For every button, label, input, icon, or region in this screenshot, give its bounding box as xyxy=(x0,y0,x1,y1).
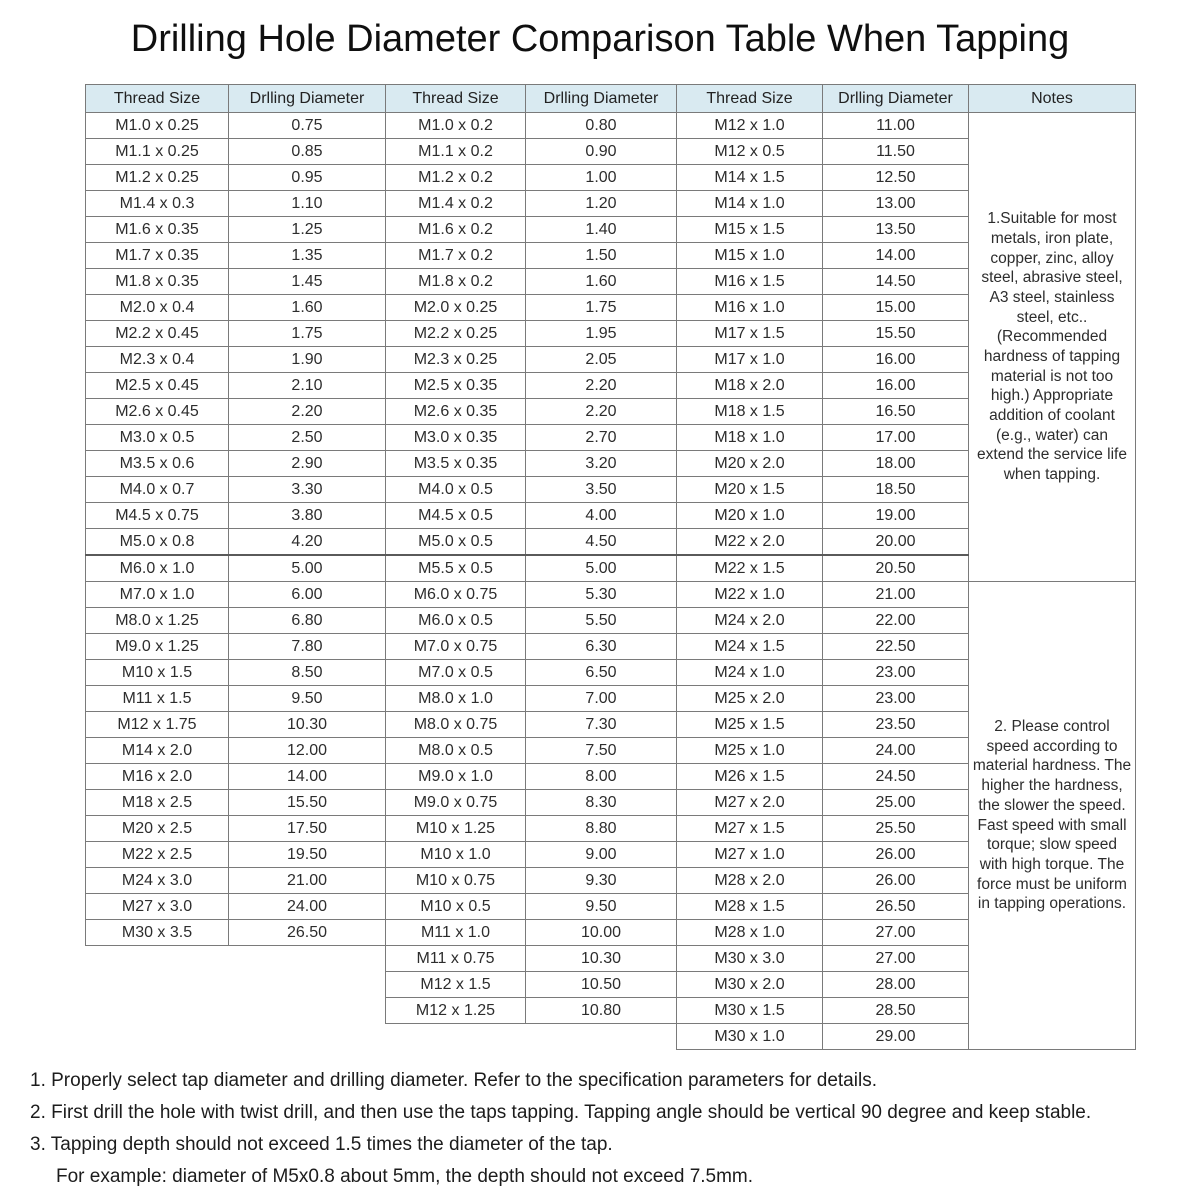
thread-size-cell: M28 x 2.0 xyxy=(677,868,823,894)
thread-size-cell: M27 x 1.5 xyxy=(677,816,823,842)
drill-diameter-cell: 14.50 xyxy=(823,269,969,295)
thread-size-cell: M5.0 x 0.5 xyxy=(386,529,526,556)
notes-block-1: 1.Suitable for most metals, iron plate, copper, zinc, alloy steel, abrasive steel, A3 steel, stainless steel, etc..(Recommended hardness of tapping material is not too high.) Appropriate addition of coolant (e.g., water) can extend the service life when tapping. xyxy=(969,113,1136,582)
thread-size-cell: M15 x 1.0 xyxy=(677,243,823,269)
drill-diameter-cell: 12.00 xyxy=(229,738,386,764)
drill-diameter-cell: 18.00 xyxy=(823,451,969,477)
blank-cell xyxy=(86,1024,229,1050)
thread-size-cell: M2.0 x 0.25 xyxy=(386,295,526,321)
header-drill-diameter-3: Drlling Diameter xyxy=(823,85,969,113)
drill-diameter-cell: 22.00 xyxy=(823,608,969,634)
drill-diameter-cell: 26.50 xyxy=(823,894,969,920)
thread-size-cell: M1.0 x 0.2 xyxy=(386,113,526,139)
blank-cell xyxy=(86,946,229,972)
drill-diameter-cell: 16.00 xyxy=(823,347,969,373)
thread-size-cell: M27 x 2.0 xyxy=(677,790,823,816)
thread-size-cell: M1.2 x 0.2 xyxy=(386,165,526,191)
thread-size-cell: M4.0 x 0.5 xyxy=(386,477,526,503)
thread-size-cell: M20 x 1.0 xyxy=(677,503,823,529)
thread-size-cell: M10 x 1.5 xyxy=(86,660,229,686)
drill-diameter-cell: 7.50 xyxy=(526,738,677,764)
drill-diameter-cell: 1.60 xyxy=(229,295,386,321)
drill-diameter-cell: 15.00 xyxy=(823,295,969,321)
header-drill-diameter-2: Drlling Diameter xyxy=(526,85,677,113)
header-thread-size-1: Thread Size xyxy=(86,85,229,113)
thread-size-cell: M30 x 1.0 xyxy=(677,1024,823,1050)
header-row xyxy=(86,85,1136,113)
drill-diameter-cell: 18.50 xyxy=(823,477,969,503)
thread-size-cell: M24 x 1.5 xyxy=(677,634,823,660)
thread-size-cell: M2.6 x 0.35 xyxy=(386,399,526,425)
drill-diameter-cell: 7.80 xyxy=(229,634,386,660)
drill-diameter-cell: 17.00 xyxy=(823,425,969,451)
drill-diameter-cell: 1.95 xyxy=(526,321,677,347)
thread-size-cell: M6.0 x 0.75 xyxy=(386,582,526,608)
drill-diameter-cell: 28.50 xyxy=(823,998,969,1024)
header-thread-size-2: Thread Size xyxy=(386,85,526,113)
notes-block-2: 2. Please control speed according to material hardness. The higher the hardness, the slower the speed. Fast speed with small torque; slow speed with high torque. The force must be uniform in tapping operations. xyxy=(969,582,1136,1050)
drill-diameter-cell: 15.50 xyxy=(229,790,386,816)
drill-diameter-cell: 2.70 xyxy=(526,425,677,451)
drill-diameter-cell: 1.75 xyxy=(229,321,386,347)
drill-diameter-cell: 23.00 xyxy=(823,686,969,712)
blank-cell xyxy=(229,946,386,972)
drill-diameter-cell: 0.90 xyxy=(526,139,677,165)
drill-diameter-cell: 4.00 xyxy=(526,503,677,529)
thread-size-cell: M28 x 1.0 xyxy=(677,920,823,946)
drill-diameter-cell: 1.50 xyxy=(526,243,677,269)
drill-diameter-cell: 6.50 xyxy=(526,660,677,686)
thread-size-cell: M7.0 x 0.5 xyxy=(386,660,526,686)
drill-diameter-cell: 19.00 xyxy=(823,503,969,529)
thread-size-cell: M1.8 x 0.35 xyxy=(86,269,229,295)
thread-size-cell: M22 x 2.5 xyxy=(86,842,229,868)
thread-size-cell: M16 x 1.5 xyxy=(677,269,823,295)
drill-diameter-cell: 16.00 xyxy=(823,373,969,399)
thread-size-cell: M30 x 1.5 xyxy=(677,998,823,1024)
thread-size-cell: M1.0 x 0.25 xyxy=(86,113,229,139)
thread-size-cell: M16 x 2.0 xyxy=(86,764,229,790)
thread-size-cell: M8.0 x 0.75 xyxy=(386,712,526,738)
drill-diameter-cell: 2.20 xyxy=(229,399,386,425)
thread-size-cell: M4.0 x 0.7 xyxy=(86,477,229,503)
drill-diameter-cell: 1.35 xyxy=(229,243,386,269)
thread-size-cell: M18 x 1.5 xyxy=(677,399,823,425)
drill-diameter-cell: 23.50 xyxy=(823,712,969,738)
thread-size-cell: M14 x 1.5 xyxy=(677,165,823,191)
thread-size-cell: M11 x 0.75 xyxy=(386,946,526,972)
drill-diameter-cell: 8.00 xyxy=(526,764,677,790)
drill-diameter-cell: 24.00 xyxy=(823,738,969,764)
thread-size-cell: M30 x 3.0 xyxy=(677,946,823,972)
drill-diameter-cell: 5.00 xyxy=(229,555,386,582)
thread-size-cell: M4.5 x 0.75 xyxy=(86,503,229,529)
drill-diameter-cell: 1.40 xyxy=(526,217,677,243)
drill-diameter-cell: 14.00 xyxy=(229,764,386,790)
drill-diameter-cell: 1.10 xyxy=(229,191,386,217)
thread-size-cell: M3.0 x 0.35 xyxy=(386,425,526,451)
thread-size-cell: M3.5 x 0.35 xyxy=(386,451,526,477)
table-row xyxy=(86,113,1136,139)
drill-diameter-cell: 28.00 xyxy=(823,972,969,998)
thread-size-cell: M28 x 1.5 xyxy=(677,894,823,920)
drill-diameter-cell: 20.00 xyxy=(823,529,969,556)
drill-diameter-cell: 0.85 xyxy=(229,139,386,165)
footnote-2: 2. First drill the hole with twist drill, and then use the taps tapping. Tapping angle should be vertical 90 degree and keep stable. xyxy=(30,1102,1092,1123)
thread-size-cell: M1.4 x 0.2 xyxy=(386,191,526,217)
drill-diameter-cell: 23.00 xyxy=(823,660,969,686)
drill-diameter-cell: 3.50 xyxy=(526,477,677,503)
drill-diameter-cell: 5.50 xyxy=(526,608,677,634)
drill-diameter-cell: 4.20 xyxy=(229,529,386,556)
drill-diameter-cell: 8.50 xyxy=(229,660,386,686)
drill-diameter-cell: 9.50 xyxy=(229,686,386,712)
drill-diameter-cell: 26.50 xyxy=(229,920,386,946)
thread-size-cell: M1.8 x 0.2 xyxy=(386,269,526,295)
drill-diameter-cell: 8.80 xyxy=(526,816,677,842)
thread-size-cell: M22 x 1.0 xyxy=(677,582,823,608)
drill-diameter-cell: 7.30 xyxy=(526,712,677,738)
drill-diameter-cell: 3.80 xyxy=(229,503,386,529)
drill-diameter-cell: 9.50 xyxy=(526,894,677,920)
drill-diameter-cell: 6.30 xyxy=(526,634,677,660)
thread-size-cell: M5.5 x 0.5 xyxy=(386,555,526,582)
blank-cell xyxy=(386,1024,526,1050)
thread-size-cell: M18 x 2.5 xyxy=(86,790,229,816)
drill-diameter-cell: 2.90 xyxy=(229,451,386,477)
drill-diameter-cell: 2.05 xyxy=(526,347,677,373)
drill-diameter-cell: 22.50 xyxy=(823,634,969,660)
drill-diameter-cell: 24.00 xyxy=(229,894,386,920)
drill-diameter-cell: 25.50 xyxy=(823,816,969,842)
drill-diameter-cell: 1.25 xyxy=(229,217,386,243)
thread-size-cell: M1.6 x 0.2 xyxy=(386,217,526,243)
thread-size-cell: M5.0 x 0.8 xyxy=(86,529,229,556)
thread-size-cell: M30 x 2.0 xyxy=(677,972,823,998)
drill-diameter-cell: 6.00 xyxy=(229,582,386,608)
thread-size-cell: M2.2 x 0.25 xyxy=(386,321,526,347)
thread-size-cell: M11 x 1.0 xyxy=(386,920,526,946)
drill-diameter-cell: 29.00 xyxy=(823,1024,969,1050)
thread-size-cell: M15 x 1.5 xyxy=(677,217,823,243)
thread-size-cell: M2.3 x 0.25 xyxy=(386,347,526,373)
thread-size-cell: M2.2 x 0.45 xyxy=(86,321,229,347)
thread-size-cell: M2.0 x 0.4 xyxy=(86,295,229,321)
thread-size-cell: M18 x 2.0 xyxy=(677,373,823,399)
drill-diameter-cell: 20.50 xyxy=(823,555,969,582)
thread-size-cell: M25 x 1.5 xyxy=(677,712,823,738)
drill-diameter-cell: 0.95 xyxy=(229,165,386,191)
table-body xyxy=(86,113,1136,1050)
thread-size-cell: M3.0 x 0.5 xyxy=(86,425,229,451)
drill-diameter-cell: 16.50 xyxy=(823,399,969,425)
thread-size-cell: M17 x 1.5 xyxy=(677,321,823,347)
drill-diameter-cell: 10.80 xyxy=(526,998,677,1024)
thread-size-cell: M7.0 x 0.75 xyxy=(386,634,526,660)
drill-diameter-cell: 2.20 xyxy=(526,373,677,399)
drill-diameter-cell: 2.20 xyxy=(526,399,677,425)
thread-size-cell: M12 x 1.75 xyxy=(86,712,229,738)
footnote-example: For example: diameter of M5x0.8 about 5mm, the depth should not exceed 7.5mm. xyxy=(56,1166,754,1187)
header-notes: Notes xyxy=(969,85,1136,113)
blank-cell xyxy=(229,1024,386,1050)
drill-diameter-cell: 1.00 xyxy=(526,165,677,191)
thread-size-cell: M8.0 x 0.5 xyxy=(386,738,526,764)
thread-size-cell: M10 x 0.75 xyxy=(386,868,526,894)
thread-size-cell: M3.5 x 0.6 xyxy=(86,451,229,477)
drill-diameter-cell: 3.20 xyxy=(526,451,677,477)
drill-diameter-cell: 0.80 xyxy=(526,113,677,139)
drill-diameter-cell: 26.00 xyxy=(823,868,969,894)
footnotes xyxy=(30,1070,1180,1198)
blank-cell xyxy=(229,972,386,998)
drill-diameter-cell: 12.50 xyxy=(823,165,969,191)
thread-size-cell: M1.6 x 0.35 xyxy=(86,217,229,243)
drill-diameter-cell: 10.00 xyxy=(526,920,677,946)
thread-size-cell: M24 x 3.0 xyxy=(86,868,229,894)
thread-size-cell: M20 x 2.0 xyxy=(677,451,823,477)
thread-size-cell: M4.5 x 0.5 xyxy=(386,503,526,529)
thread-size-cell: M24 x 2.0 xyxy=(677,608,823,634)
drill-diameter-cell: 15.50 xyxy=(823,321,969,347)
thread-size-cell: M12 x 1.25 xyxy=(386,998,526,1024)
thread-size-cell: M2.5 x 0.45 xyxy=(86,373,229,399)
thread-size-cell: M8.0 x 1.0 xyxy=(386,686,526,712)
drill-diameter-cell: 13.50 xyxy=(823,217,969,243)
blank-cell xyxy=(229,998,386,1024)
drill-diameter-cell: 9.30 xyxy=(526,868,677,894)
drill-diameter-cell: 6.80 xyxy=(229,608,386,634)
thread-size-cell: M1.4 x 0.3 xyxy=(86,191,229,217)
thread-size-cell: M22 x 2.0 xyxy=(677,529,823,556)
thread-size-cell: M7.0 x 1.0 xyxy=(86,582,229,608)
blank-cell xyxy=(86,998,229,1024)
thread-size-cell: M12 x 1.0 xyxy=(677,113,823,139)
drill-diameter-cell: 4.50 xyxy=(526,529,677,556)
comparison-table xyxy=(85,84,1136,1050)
drill-diameter-cell: 27.00 xyxy=(823,946,969,972)
thread-size-cell: M8.0 x 1.25 xyxy=(86,608,229,634)
drill-diameter-cell: 1.45 xyxy=(229,269,386,295)
thread-size-cell: M27 x 1.0 xyxy=(677,842,823,868)
drill-diameter-cell: 27.00 xyxy=(823,920,969,946)
thread-size-cell: M14 x 1.0 xyxy=(677,191,823,217)
thread-size-cell: M1.1 x 0.2 xyxy=(386,139,526,165)
footnote-3: 3. Tapping depth should not exceed 1.5 times the diameter of the tap. xyxy=(30,1134,613,1155)
drill-diameter-cell: 11.50 xyxy=(823,139,969,165)
thread-size-cell: M25 x 2.0 xyxy=(677,686,823,712)
drill-diameter-cell: 3.30 xyxy=(229,477,386,503)
table-row xyxy=(86,582,1136,608)
thread-size-cell: M25 x 1.0 xyxy=(677,738,823,764)
thread-size-cell: M30 x 3.5 xyxy=(86,920,229,946)
drill-diameter-cell: 9.00 xyxy=(526,842,677,868)
blank-cell xyxy=(86,972,229,998)
drill-diameter-cell: 21.00 xyxy=(229,868,386,894)
thread-size-cell: M10 x 1.25 xyxy=(386,816,526,842)
blank-cell xyxy=(526,1024,677,1050)
thread-size-cell: M26 x 1.5 xyxy=(677,764,823,790)
footnote-1: 1. Properly select tap diameter and drilling diameter. Refer to the specification parameters for details. xyxy=(30,1070,877,1091)
drill-diameter-cell: 10.30 xyxy=(526,946,677,972)
drill-diameter-cell: 21.00 xyxy=(823,582,969,608)
thread-size-cell: M9.0 x 0.75 xyxy=(386,790,526,816)
thread-size-cell: M9.0 x 1.25 xyxy=(86,634,229,660)
header-drill-diameter-1: Drlling Diameter xyxy=(229,85,386,113)
drill-diameter-cell: 10.30 xyxy=(229,712,386,738)
drill-diameter-cell: 7.00 xyxy=(526,686,677,712)
drill-diameter-cell: 5.00 xyxy=(526,555,677,582)
thread-size-cell: M17 x 1.0 xyxy=(677,347,823,373)
thread-size-cell: M18 x 1.0 xyxy=(677,425,823,451)
thread-size-cell: M16 x 1.0 xyxy=(677,295,823,321)
thread-size-cell: M10 x 0.5 xyxy=(386,894,526,920)
drill-diameter-cell: 1.90 xyxy=(229,347,386,373)
thread-size-cell: M6.0 x 1.0 xyxy=(86,555,229,582)
drill-diameter-cell: 19.50 xyxy=(229,842,386,868)
page-title: Drilling Hole Diameter Comparison Table When Tapping xyxy=(130,18,1070,60)
drill-diameter-cell: 24.50 xyxy=(823,764,969,790)
thread-size-cell: M12 x 0.5 xyxy=(677,139,823,165)
thread-size-cell: M2.6 x 0.45 xyxy=(86,399,229,425)
drill-diameter-cell: 1.75 xyxy=(526,295,677,321)
drill-diameter-cell: 1.60 xyxy=(526,269,677,295)
thread-size-cell: M11 x 1.5 xyxy=(86,686,229,712)
thread-size-cell: M1.7 x 0.35 xyxy=(86,243,229,269)
thread-size-cell: M22 x 1.5 xyxy=(677,555,823,582)
drill-diameter-cell: 5.30 xyxy=(526,582,677,608)
thread-size-cell: M1.1 x 0.25 xyxy=(86,139,229,165)
drill-diameter-cell: 17.50 xyxy=(229,816,386,842)
drill-diameter-cell: 2.50 xyxy=(229,425,386,451)
thread-size-cell: M10 x 1.0 xyxy=(386,842,526,868)
thread-size-cell: M20 x 2.5 xyxy=(86,816,229,842)
drill-diameter-cell: 2.10 xyxy=(229,373,386,399)
thread-size-cell: M2.3 x 0.4 xyxy=(86,347,229,373)
thread-size-cell: M1.2 x 0.25 xyxy=(86,165,229,191)
header-thread-size-3: Thread Size xyxy=(677,85,823,113)
thread-size-cell: M27 x 3.0 xyxy=(86,894,229,920)
drill-diameter-cell: 11.00 xyxy=(823,113,969,139)
drill-diameter-cell: 8.30 xyxy=(526,790,677,816)
drill-diameter-cell: 26.00 xyxy=(823,842,969,868)
drill-diameter-cell: 25.00 xyxy=(823,790,969,816)
thread-size-cell: M12 x 1.5 xyxy=(386,972,526,998)
drill-diameter-cell: 1.20 xyxy=(526,191,677,217)
thread-size-cell: M9.0 x 1.0 xyxy=(386,764,526,790)
table-container xyxy=(85,84,1136,1050)
thread-size-cell: M14 x 2.0 xyxy=(86,738,229,764)
drill-diameter-cell: 10.50 xyxy=(526,972,677,998)
thread-size-cell: M2.5 x 0.35 xyxy=(386,373,526,399)
thread-size-cell: M6.0 x 0.5 xyxy=(386,608,526,634)
drill-diameter-cell: 14.00 xyxy=(823,243,969,269)
thread-size-cell: M24 x 1.0 xyxy=(677,660,823,686)
drill-diameter-cell: 13.00 xyxy=(823,191,969,217)
thread-size-cell: M1.7 x 0.2 xyxy=(386,243,526,269)
thread-size-cell: M20 x 1.5 xyxy=(677,477,823,503)
drill-diameter-cell: 0.75 xyxy=(229,113,386,139)
